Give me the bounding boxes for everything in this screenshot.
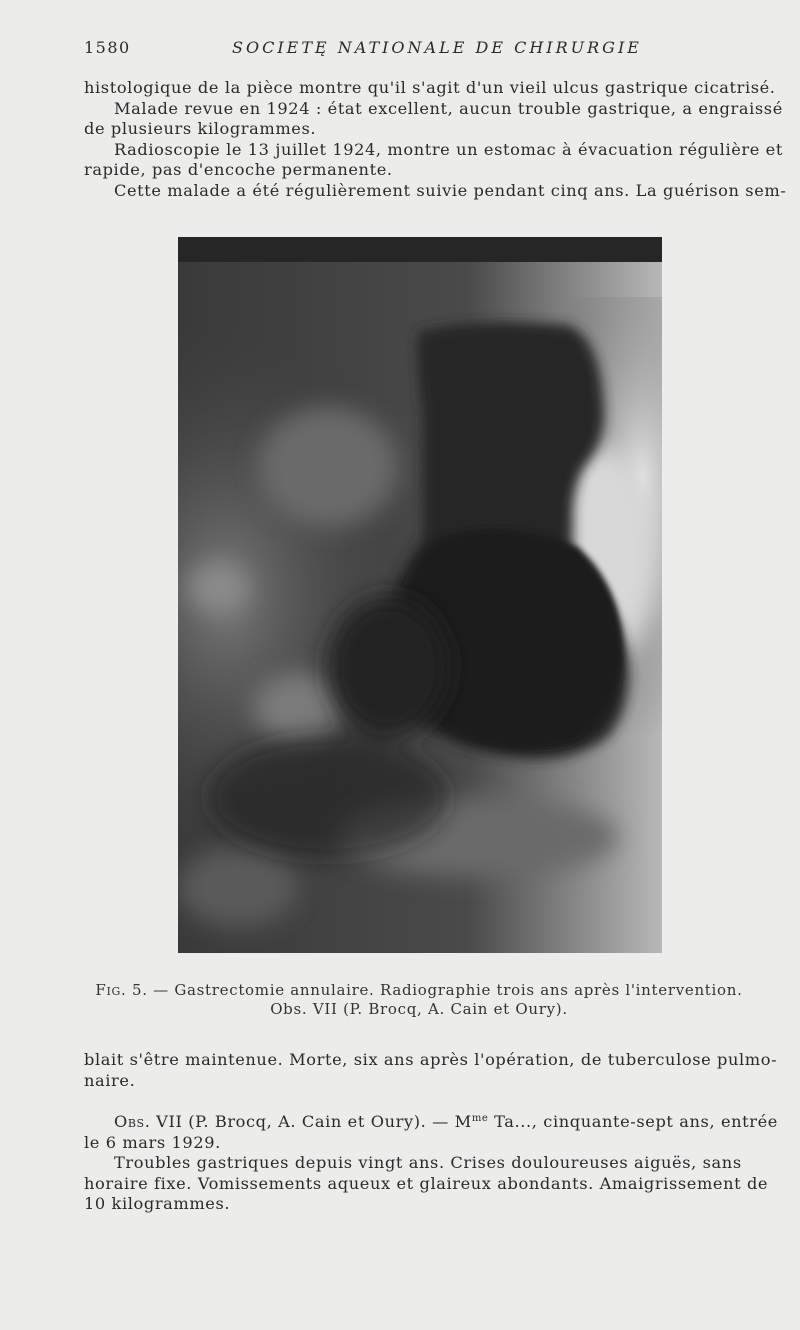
text-line: le 6 mars 1929. xyxy=(84,1132,221,1152)
text-line: horaire fixe. Vomissements aqueux et glaireux abondants. Amaigrissement de xyxy=(84,1173,769,1193)
obs-text-a: VII (P. Brocq, A. Cain et Oury). — M xyxy=(150,1112,472,1131)
continuation-paragraph xyxy=(84,1050,778,1091)
page-header xyxy=(84,38,752,60)
figure-label: Fig. 5. xyxy=(95,981,148,999)
text-line: naire. xyxy=(84,1070,136,1090)
obs-superscript: me xyxy=(471,1113,489,1124)
text-line: histologique de la pièce montre qu'il s'agit d'un vieil ulcus gastrique cicatrisé. xyxy=(84,78,776,97)
caption-line xyxy=(84,981,754,1000)
obs-text-b: Ta..., cinquante-sept ans, entrée xyxy=(488,1112,778,1131)
radiograph-figure xyxy=(178,237,662,953)
caption-title: — Gastrectomie annulaire. Radiographie trois ans après l'intervention. xyxy=(147,981,743,999)
text-line: Troubles gastriques depuis vingt ans. Crises douloureuses aiguës, sans xyxy=(114,1153,742,1172)
figure-caption xyxy=(84,981,754,1019)
radiograph-image xyxy=(178,237,662,953)
caption-line: Obs. VII (P. Brocq, A. Cain et Oury). xyxy=(270,1000,568,1018)
text-line: Radioscopie le 13 juillet 1924, montre un estomac à évacuation régulière et xyxy=(114,139,783,159)
text-line: rapide, pas d'encoche permanente. xyxy=(84,160,393,179)
running-head: SOCIETĘ NATIONALE DE CHIRURGIE xyxy=(232,38,642,57)
text-line: Malade revue en 1924 : état excellent, aucun trouble gastrique, a engraissé xyxy=(114,98,783,118)
text-line: 10 kilogrammes. xyxy=(84,1194,231,1213)
text-line: de plusieurs kilogrammes. xyxy=(84,119,317,138)
text-line: blait s'être maintenue. Morte, six ans après l'opération, de tuberculose pulmo- xyxy=(84,1050,778,1069)
obs-label: Obs. xyxy=(114,1112,151,1131)
page-number: 1580 xyxy=(84,38,131,57)
observation-paragraph xyxy=(84,1112,778,1215)
text-line: Cette malade a été régulièrement suivie pendant cinq ans. La guérison sem- xyxy=(114,180,787,200)
top-paragraphs xyxy=(84,78,787,201)
text-line xyxy=(84,1112,778,1133)
